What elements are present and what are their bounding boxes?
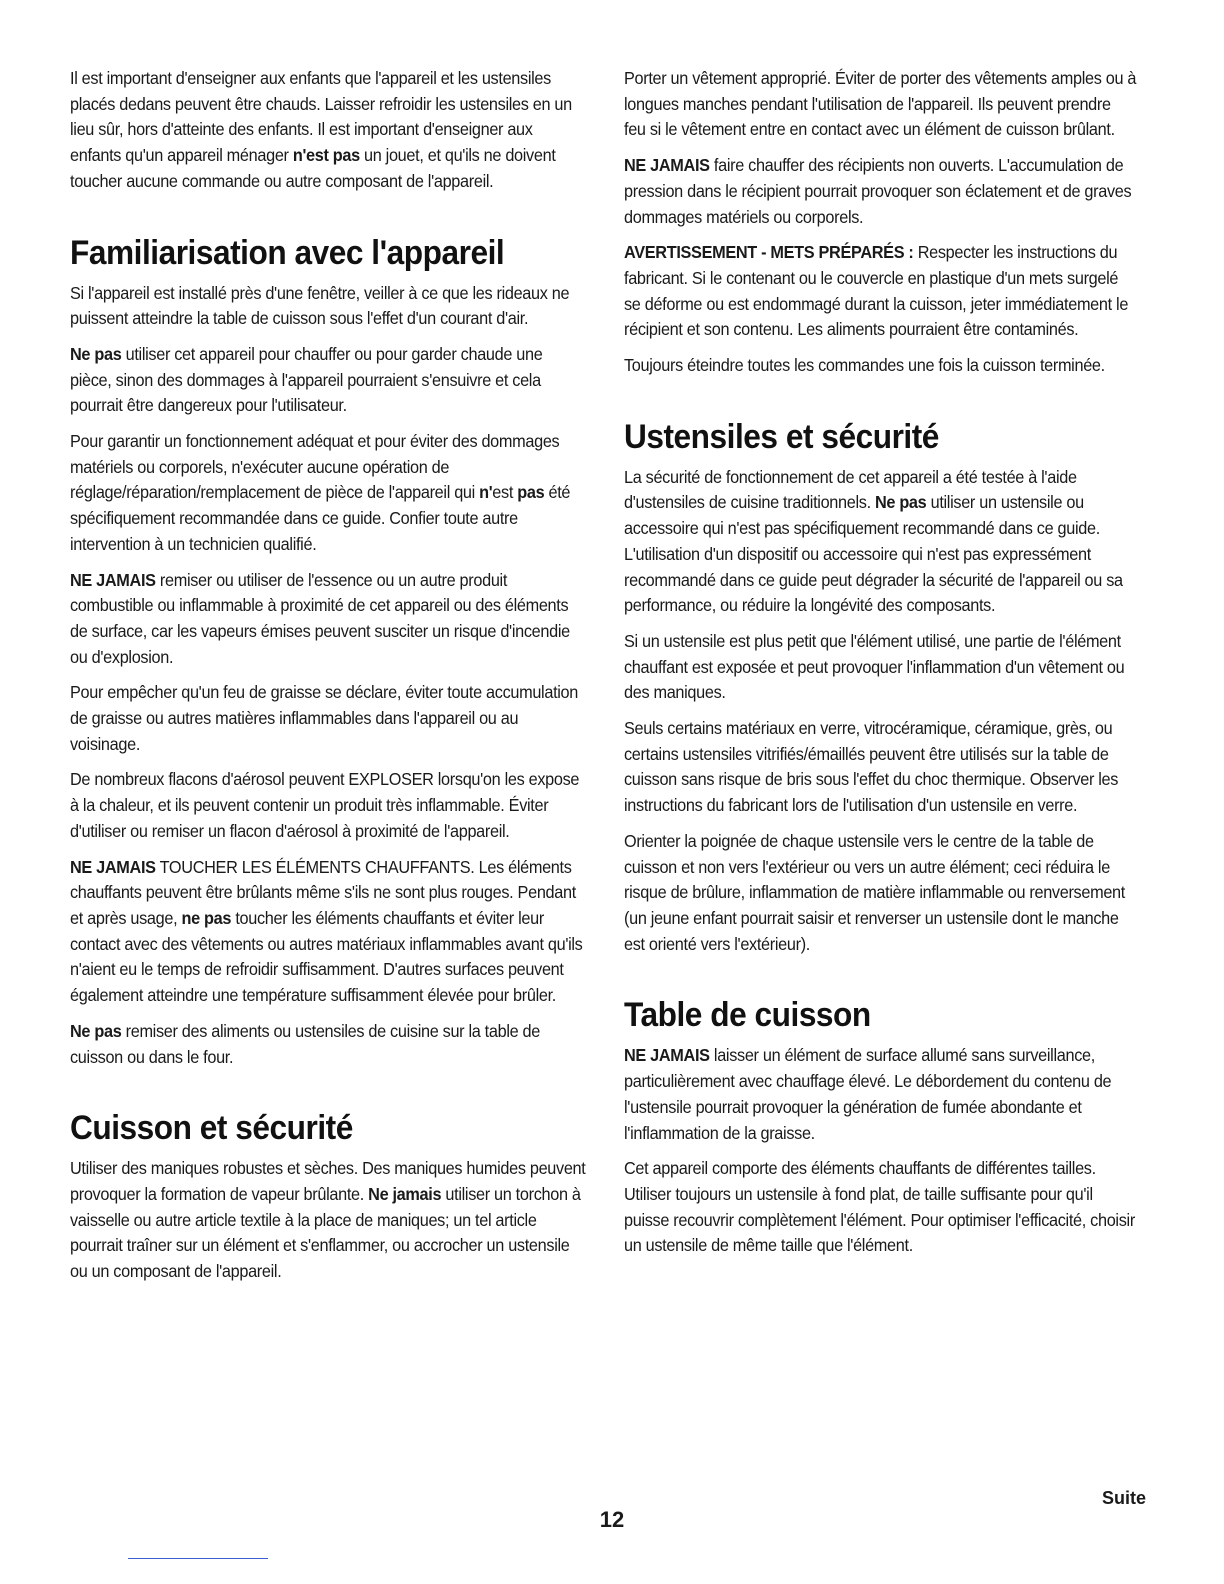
paragraph: Ne pas utiliser cet appareil pour chauffer ou pour garder chaude une pièce, sinon des dommages à l'appareil pourraient s'ensuivre et cela pourrait être dangereux pour l'utilisateur. bbox=[70, 343, 543, 416]
paragraph: La sécurité de fonctionnement de cet appareil a été testée à l'aide d'ustensiles de cuisine traditionnels. Ne pas utiliser un ustensile ou accessoire qui n'est pas spécifiquement recommandé dans ce guide. L'utilisation d'un dispositif ou accessoire qui n'est pas expressément recommandé dans ce guide peut dégrader la sécurité de l'appareil ou sa performance, ou réduire la longévité des composants. bbox=[624, 466, 1123, 616]
section-heading-familiarisation: Familiarisation avec l'appareil bbox=[70, 233, 505, 272]
paragraph: Seuls certains matériaux en verre, vitrocéramique, céramique, grès, ou certains ustensiles vitrifiés/émaillés peuvent être utilisés sur la table de cuisson sans risque de bris sous l'effet du choc thermique. Observer les instructions du fabricant lors de l'utilisation d'un ustensile en verre. bbox=[624, 718, 1119, 816]
paragraph: Si l'appareil est installé près d'une fenêtre, veiller à ce que les rideaux ne puissent atteindre la table de cuisson sous l'effet d'un courant d'air. bbox=[70, 282, 570, 329]
paragraph: Pour garantir un fonctionnement adéquat et pour éviter des dommages matériels ou corporels, n'exécuter aucune opération de réglage/réparation/remplacement de pièce de l'appareil qui n'est pas été spécifiquement recommandée dans ce guide. Confier toute autre intervention à un technicien qualifié. bbox=[70, 431, 571, 554]
paragraph: Cet appareil comporte des éléments chauffants de différentes tailles. Utiliser toujours un ustensile à fond plat, de taille suffisante pour qu'il puisse recouvrir complètement l'élément. Pour optimiser l'efficacité, choisir un ustensile de même taille que l'élément. bbox=[624, 1158, 1135, 1256]
paragraph: Ne pas remiser des aliments ou ustensiles de cuisine sur la table de cuisson ou dans le four. bbox=[70, 1020, 540, 1067]
section-heading-cuisson: Cuisson et sécurité bbox=[70, 1109, 353, 1148]
paragraph: Si un ustensile est plus petit que l'élément utilisé, une partie de l'élément chauffant est exposée et peut provoquer l'inflammation d'un vêtement ou des maniques. bbox=[624, 630, 1125, 703]
paragraph: AVERTISSEMENT - METS PRÉPARÉS : Respecter les instructions du fabricant. Si le contenant ou le couvercle en plastique d'un mets surgelé se déforme ou est endommagé durant la cuisson, jeter immédiatement le récipient et son contenu. Les aliments pourraient être contaminés. bbox=[624, 242, 1129, 340]
paragraph: Il est important d'enseigner aux enfants que l'appareil et les ustensiles placés dedans peuvent être chauds. Laisser refroidir les ustensiles en un lieu sûr, hors d'atteinte des enfants. Il est important d'enseigner aux enfants qu'un appareil ménager n'est pas un jouet, et qu'ils ne doivent toucher aucune commande ou autre composant de l'appareil. bbox=[70, 68, 572, 191]
section-heading-table-de-cuisson: Table de cuisson bbox=[624, 996, 871, 1035]
right-column bbox=[624, 66, 1139, 1269]
paragraph: Utiliser des maniques robustes et sèches. Des maniques humides peuvent provoquer la formation de vapeur brûlante. Ne jamais utiliser un torchon à vaisselle ou autre article textile à la place de maniques; un tel article pourrait traîner sur un élément et s'enflammer, ou accrocher un ustensile ou un composant de l'appareil. bbox=[70, 1158, 586, 1282]
paragraph: Porter un vêtement approprié. Éviter de porter des vêtements amples ou à longues manches pendant l'utilisation de l'appareil. Ils peuvent prendre feu si le vêtement entre en contact avec un élément de cuisson brûlant. bbox=[624, 68, 1137, 140]
page-number: 12 bbox=[599, 1507, 625, 1532]
paragraph: NE JAMAIS faire chauffer des récipients non ouverts. L'accumulation de pression dans le récipient pourrait provoquer son éclatement et de graves dommages matériels ou corporels. bbox=[624, 155, 1132, 227]
left-column bbox=[70, 66, 590, 1295]
paragraph: NE JAMAIS laisser un élément de surface allumé sans surveillance, particulièrement avec chauffage élevé. Le débordement du contenu de l'ustensile pourrait provoquer la génération de fumée abondante et l'inflammation de la graisse. bbox=[624, 1045, 1112, 1143]
continued-label: Suite bbox=[1101, 1488, 1146, 1508]
section-heading-ustensiles: Ustensiles et sécurité bbox=[624, 417, 939, 456]
paragraph: Orienter la poignée de chaque ustensile vers le centre de la table de cuisson et non vers l'extérieur ou vers un autre élément; ceci réduira le risque de brûlure, inflammation de matière inflammable ou renversement (un jeune enfant pourrait saisir et renverser un ustensile dont le manche est orienté vers l'extérieur). bbox=[624, 830, 1125, 954]
paragraph: Toujours éteindre toutes les commandes une fois la cuisson terminée. bbox=[624, 355, 1105, 376]
paragraph: De nombreux flacons d'aérosol peuvent EXPLOSER lorsqu'on les expose à la chaleur, et ils peuvent contenir un produit très inflammable. Éviter d'utiliser ou remiser un flacon d'aérosol à proximité de l'appareil. bbox=[70, 769, 580, 841]
paragraph: Pour empêcher qu'un feu de graisse se déclare, éviter toute accumulation de graisse ou autres matières inflammables dans l'appareil ou au voisinage. bbox=[70, 682, 579, 754]
paragraph: NE JAMAIS TOUCHER LES ÉLÉMENTS CHAUFFANTS. Les éléments chauffants peuvent être brûlants même s'ils ne sont plus rouges. Pendant et après usage, ne pas toucher les éléments chauffants et éviter leur contact avec des vêtements ou autres matériaux inflammables avant qu'ils n'aient eu le temps de refroidir suffisamment. D'autres surfaces peuvent également atteindre une température suffisamment élevée pour brûler. bbox=[70, 856, 583, 1006]
paragraph: NE JAMAIS remiser ou utiliser de l'essence ou un autre produit combustible ou inflammable à proximité de cet appareil ou des éléments de surface, car les vapeurs émises peuvent susciter un risque d'incendie ou d'explosion. bbox=[70, 569, 570, 667]
footer-rule bbox=[128, 1558, 268, 1559]
